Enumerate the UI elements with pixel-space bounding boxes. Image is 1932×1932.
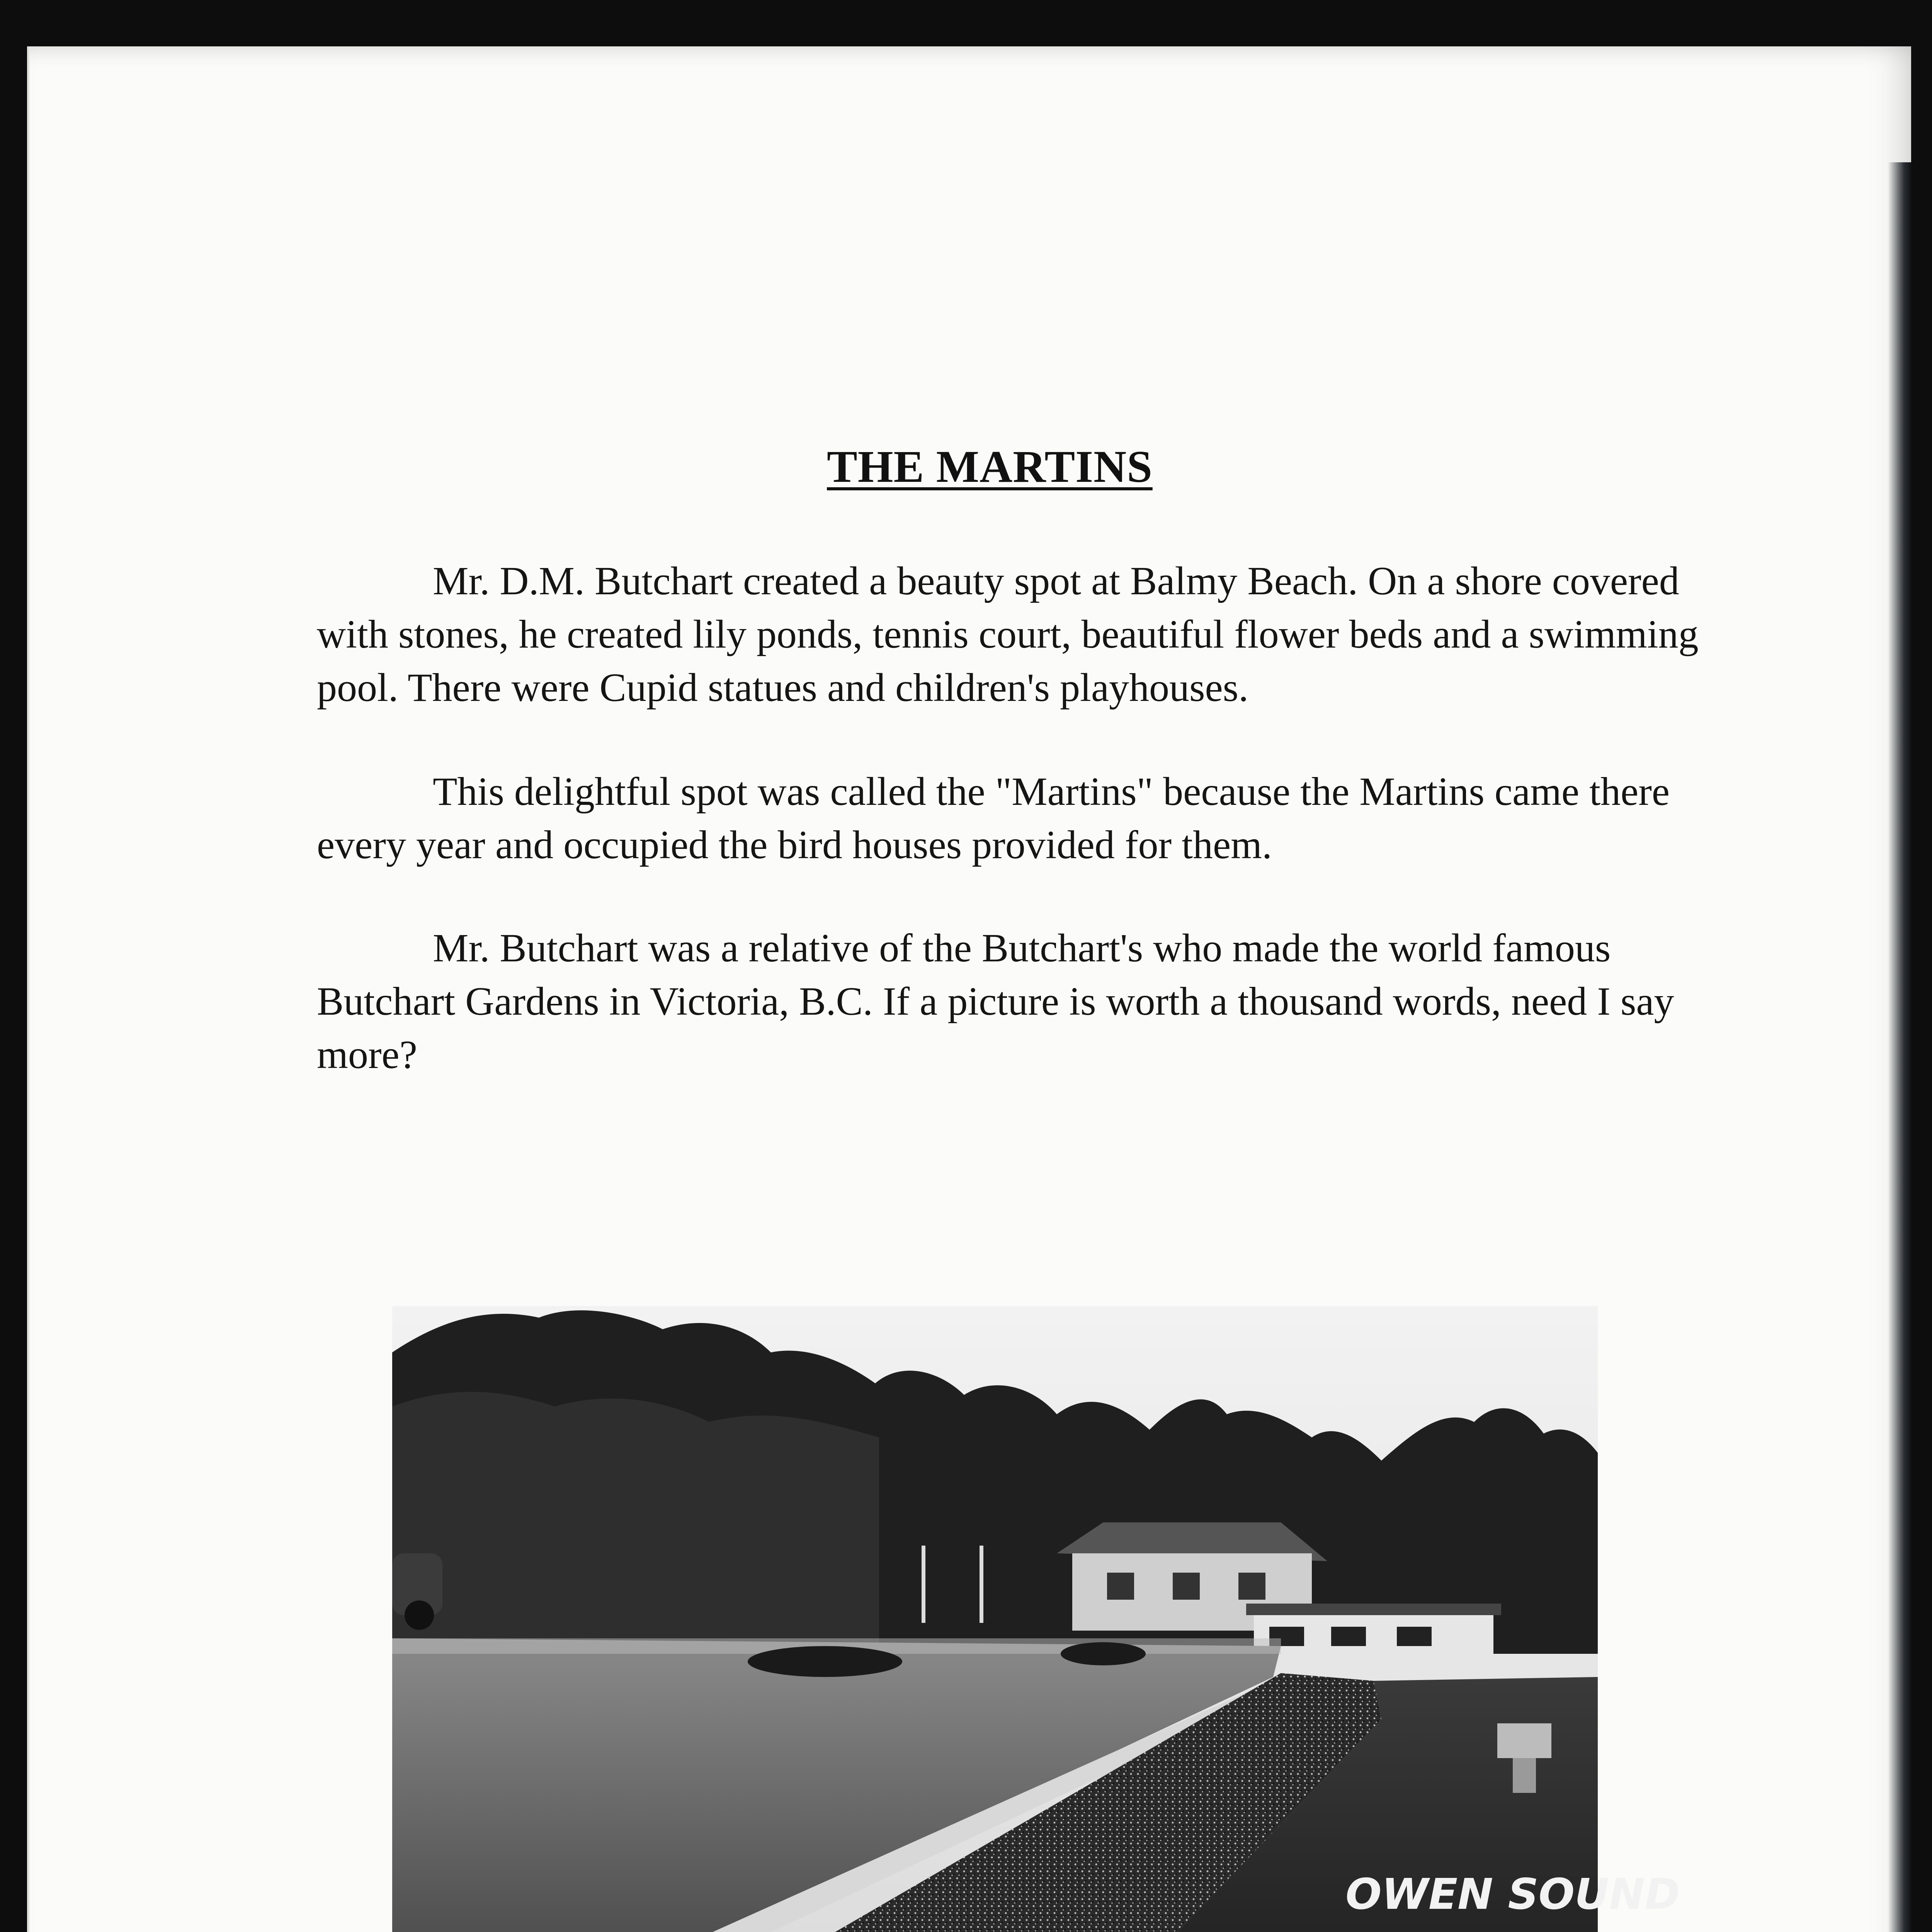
page-spine-shadow [1888,162,1911,1932]
paragraph-2: This delightful spot was called the "Martins" because the Martins came there every year and occupied the bird houses provided for them. [317,769,1670,867]
paragraph-1: Mr. D.M. Butchart created a beauty spot at Balmy Beach. On a shore covered with stones, he created lily ponds, tennis court, beautiful flower beds and a swimming pool. There were Cupid statues and children's playhouses. [317,559,1699,710]
photo-watermark: OWEN SOUND [1345,1869,1680,1919]
garden-photograph [392,1306,1680,1932]
page-title: THE MARTINS [827,441,1153,492]
paragraph-3: Mr. Butchart was a relative of the Butchart's who made the world famous Butchart Gardens in Victoria, B.C. If a picture is worth a thousand words, need I say more? [317,926,1674,1077]
